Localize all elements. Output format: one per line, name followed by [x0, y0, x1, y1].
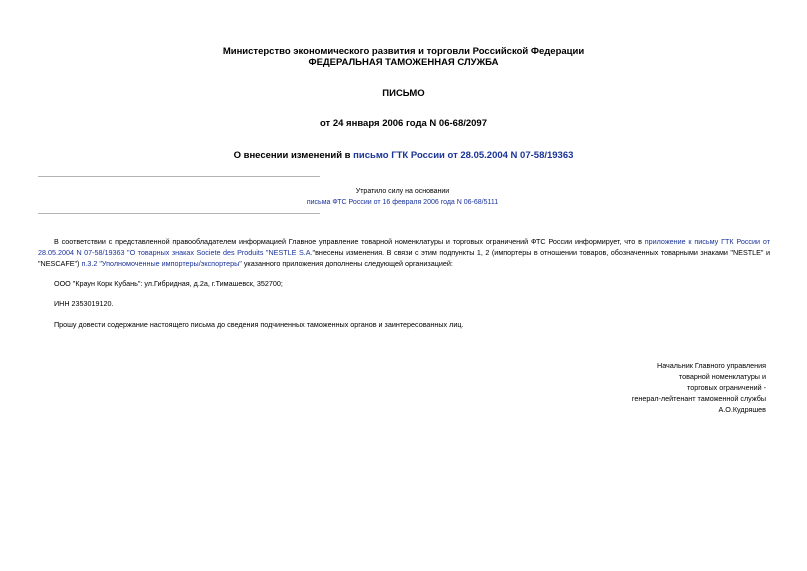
subject-letter-link[interactable]: письмо ГТК России от 28.05.2004 N 07-58/19363	[353, 150, 574, 161]
paragraph-main-text-a: В соответствии с представленной правообладателем информацией Главное управление товарной номенклатуры и торговых ограничений ФТС России информирует, что в	[54, 237, 645, 246]
signature-line-2: товарной номенклатуры и	[678, 372, 766, 381]
signature-line-4: генерал-лейтенант таможенной службы	[631, 394, 766, 403]
request-line: Прошу довести содержание настоящего письма до сведения подчиненных таможенных органов и заинтересованных лиц.	[54, 320, 464, 329]
status-link[interactable]: письма ФТС России от 16 февраля 2006 года N 06-68/5111	[306, 199, 499, 206]
divider-bottom	[38, 213, 320, 214]
paragraph-main-quote: "	[124, 248, 130, 257]
document-date-number: от 24 января 2006 года N 06-68/2097	[319, 118, 487, 129]
inn-line: ИНН 2353019120.	[54, 299, 114, 308]
status-block	[200, 186, 605, 208]
signature-line-3: торговых ограничений -	[687, 383, 766, 392]
paragraph-main	[38, 236, 770, 269]
signature-block	[632, 360, 766, 415]
document-subject	[0, 150, 807, 162]
organization-line: ООО "Краун Корк Кубань": ул.Гибридная, д.2а, г.Тимашевск, 352700;	[54, 279, 283, 288]
divider-top	[38, 176, 320, 177]
importers-section-link[interactable]: п.3.2 "Уполномоченные импортеры/экспортеры"	[81, 259, 242, 268]
document-type: ПИСЬМО	[382, 88, 425, 99]
subject-prefix: О внесении изменений в	[233, 150, 354, 161]
signature-line-1: Начальник Главного управления	[657, 361, 766, 370]
signature-name: А.О.Кудряшев	[718, 405, 766, 414]
appendix-link[interactable]: приложение к письму ГТК России от 28.05.2004 N 07-58/19363	[38, 237, 770, 257]
status-text: Утратило силу на основании	[355, 188, 450, 195]
ministry-title: Министерство экономического развития и торговли Российской Федерации	[222, 46, 585, 57]
paragraph-main-text-c: "внесены изменения. В связи с этим подпункты 1, 2 (импортеры в отношении товаров, обозначенных товарными знаками "NESTLE" и "NESCAFE")	[38, 248, 770, 268]
service-title: ФЕДЕРАЛЬНАЯ ТАМОЖЕННАЯ СЛУЖБА	[308, 57, 499, 68]
trademark-link[interactable]: О товарных знаках Societe des Produits "NESTLE S.A.	[129, 248, 313, 257]
paragraph-main-text-d: указанного приложения дополнены следующей организацией:	[241, 259, 453, 268]
